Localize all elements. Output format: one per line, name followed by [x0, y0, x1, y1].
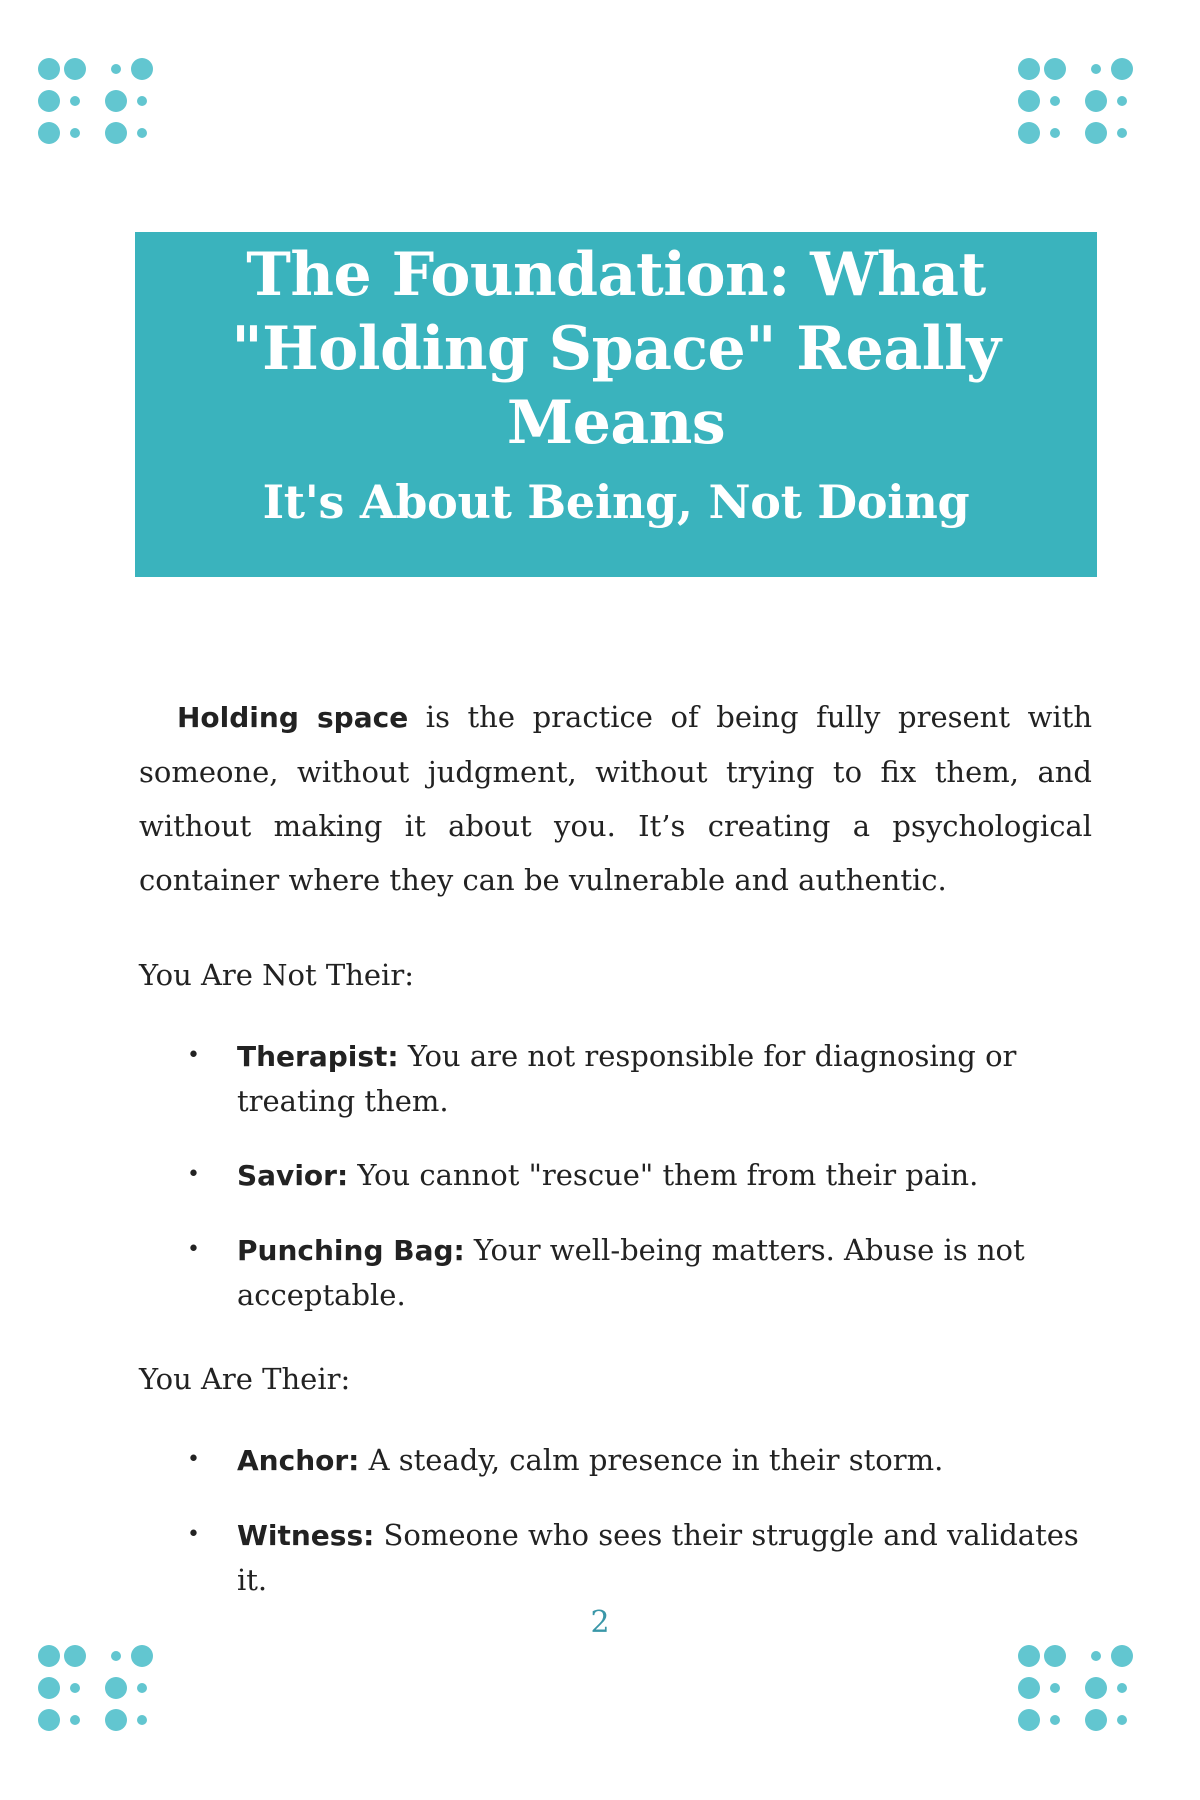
corner-dots-top-right-icon — [1018, 56, 1158, 156]
intro-text: is the practice of being fully present with someone, without judgment, without trying to fix them, and without making it about you. It’s creating a psychological container where they can be vulnerable and authentic. — [139, 700, 1093, 897]
list-item — [139, 1228, 1087, 1317]
bullet-icon: • — [187, 1237, 200, 1262]
list-item — [139, 1034, 1087, 1123]
bullet-icon: • — [187, 1447, 200, 1472]
bullet-icon: • — [187, 1043, 200, 1068]
page-title: The Foundation: What "Holding Space" Really Means — [231, 240, 1001, 458]
page-number: 2 — [590, 1605, 610, 1640]
item-text: A steady, calm presence in their storm. — [359, 1443, 944, 1477]
list-item — [139, 1153, 1087, 1198]
intro-paragraph — [139, 690, 1092, 907]
list-item — [139, 1438, 1087, 1483]
bullet-icon: • — [187, 1162, 200, 1187]
item-label: Anchor: — [237, 1444, 360, 1477]
item-label: Savior: — [237, 1159, 349, 1192]
page-subtitle: It's About Being, Not Doing — [262, 475, 970, 529]
intro-term: Holding space — [177, 701, 409, 734]
main-content — [139, 690, 1093, 1597]
item-text: You cannot "rescue" them from their pain. — [348, 1158, 979, 1192]
corner-dots-bottom-left-icon — [38, 1643, 178, 1743]
corner-dots-bottom-right-icon — [1018, 1643, 1158, 1743]
section-heading-are: You Are Their: — [139, 1362, 351, 1396]
list-not-their — [139, 1034, 1092, 1317]
list-item — [139, 1513, 1087, 1602]
item-label: Witness: — [237, 1519, 375, 1552]
corner-dots-top-left-icon — [38, 56, 178, 156]
bullet-icon: • — [187, 1522, 200, 1547]
section-heading-not: You Are Not Their: — [139, 958, 414, 992]
item-text: You are not responsible for diagnosing or treating them. — [237, 1039, 1017, 1118]
item-text: Someone who sees their struggle and validates it. — [237, 1518, 1079, 1597]
item-label: Therapist: — [237, 1040, 399, 1073]
list-are-their — [139, 1438, 1092, 1602]
item-label: Punching Bag: — [237, 1234, 465, 1267]
title-banner — [135, 232, 1097, 577]
item-text: Your well-being matters. Abuse is not acceptable. — [237, 1233, 1025, 1312]
